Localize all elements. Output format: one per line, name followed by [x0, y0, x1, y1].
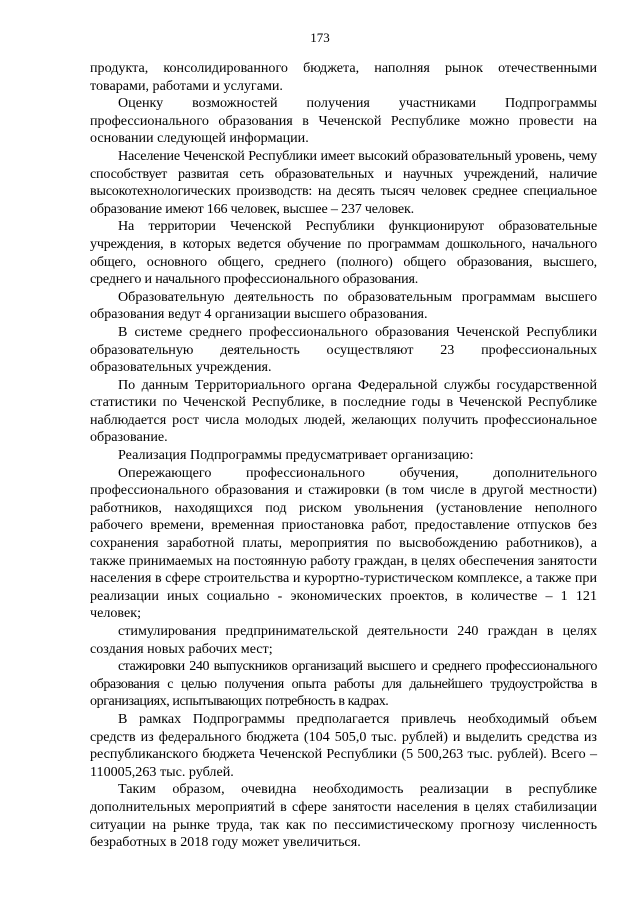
- paragraph-assessment-intro: Оценку возможностей получения участниками Подпрограммы профессионального образования в Чеченской Республике можно провести на основании следующей информации.: [90, 95, 597, 147]
- paragraph-funding: В рамках Подпрограммы предполагается привлечь необходимый объем средств из федерального бюджета (104 505,0 тыс. рублей) и выделить средства из республиканского бюджета Чеченской Республики (5 500,263 тыс. рублей). Всего – 110005,263 тыс. рублей.: [90, 710, 597, 780]
- paragraph-higher-education: Образовательную деятельность по образовательным программам высшего образования ведут 4 организации высшего образования.: [90, 288, 597, 323]
- paragraph-continuation: продукта, консолидированного бюджета, наполняя рынок отечественными товарами, работами и услугами.: [90, 60, 597, 94]
- page-number: 173: [310, 30, 330, 45]
- paragraph-statistics: По данным Территориального органа Федеральной службы государственной статистики по Чеченской Республике, в последние годы в Чеченской Республике наблюдается рост числа молодых людей, желающих получить профессиональное образование.: [90, 376, 597, 446]
- paragraph-population-education: Население Чеченской Республики имеет высокий образовательный уровень, чему способствует развитая сеть образовательных и научных учреждений, наличие высокотехнологических производств: на десять тысяч человек среднее специальное образование имеют 166 человек, высшее – 237 человек.: [90, 147, 597, 217]
- paragraph-conclusion: Таким образом, очевидна необходимость реализации в республике дополнительных мероприятий в сфере занятости населения в целях стабилизации ситуации на рынке труда, так как по пессимистическому прогнозу численность безработных в 2018 году может увеличиться.: [90, 781, 597, 851]
- list-item-entrepreneurship: стимулирования предпринимательской деятельности 240 граждан в целях создания новых рабочих мест;: [90, 623, 597, 657]
- list-item-advanced-training: Опережающего профессионального обучения, дополнительного профессионального образования и стажировки (в том числе в другой местности) работников, находящихся под риском увольнения (установление неполного рабочего времени, временная приостановка работ, предоставление отпусков без сохранения заработной платы, мероприятия по высвобождению работников), а также принимаемых на постоянную работу граждан, в целях обеспечения занятости населения в сфере строительства и курортно-туристическом комплексе, а также при реализации иных социально - экономических проектов, в количестве – 1 121 человек;: [90, 464, 597, 622]
- paragraph-implementation-intro: Реализация Подпрограммы предусматривает организацию:: [118, 447, 474, 464]
- document-body: [90, 60, 597, 852]
- paragraph-vocational-education: В системе среднего профессионального образования Чеченской Республики образовательную деятельность осуществляют 23 профессиональных образовательных учреждения.: [90, 323, 597, 376]
- paragraph-educational-institutions: На территории Чеченской Республики функционируют образовательные учреждения, в которых ведется обучение по программам дошкольного, начального общего, основного общего, среднего (полного) общего образования, высшего, среднего и начального профессионального образования.: [90, 218, 597, 288]
- list-item-internships: стажировки 240 выпускников организаций высшего и среднего профессионального образования с целью получения опыта работы для дальнейшего трудоустройства в организациях, испытывающих потребность в кадрах.: [90, 658, 597, 710]
